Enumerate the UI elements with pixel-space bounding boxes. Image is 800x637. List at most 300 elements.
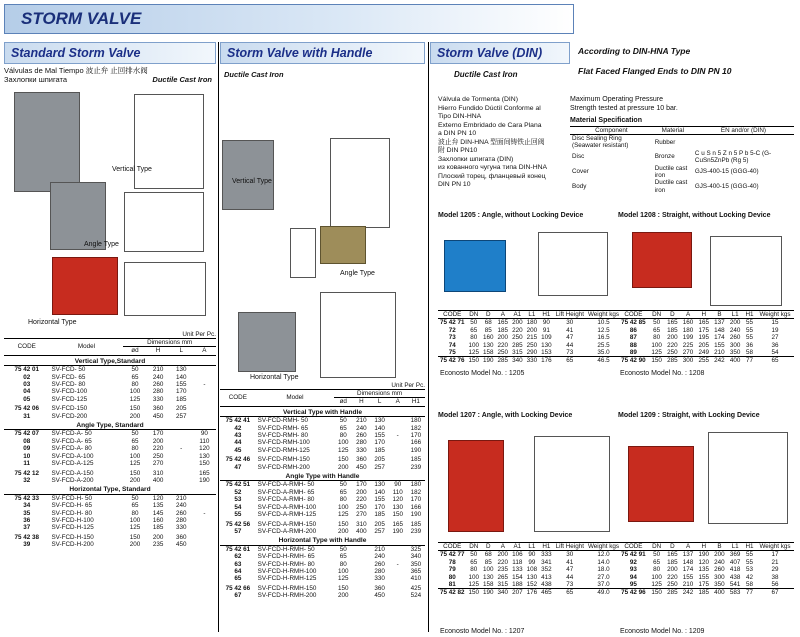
- storm-valve-din-section: [430, 42, 796, 635]
- table-cell: 75 42 51: [220, 481, 256, 489]
- model-title: Model 1209 : Straight, with Locking Device: [618, 412, 760, 419]
- column-header: Weight kgs: [587, 311, 620, 318]
- table-cell: 210: [714, 349, 725, 357]
- section-title: Horizontal Type with Handle: [278, 537, 367, 545]
- table-row: [220, 425, 425, 432]
- table-row: [4, 413, 216, 420]
- table-cell: 90: [542, 319, 550, 327]
- table-cell: 360: [374, 584, 385, 592]
- table-cell: SV-FCD-A-RMH-150: [257, 520, 317, 528]
- column-header: Lift Height: [555, 311, 584, 318]
- econosto-model-no: Econosto Model No. : 1208: [620, 370, 705, 377]
- header-row: [438, 311, 621, 319]
- table-cell: 340: [410, 553, 422, 561]
- table-cell: 240: [729, 326, 741, 334]
- table-cell: -: [396, 432, 399, 440]
- header-row: [618, 543, 794, 551]
- section-header: Storm Valve with Handle: [220, 42, 425, 64]
- table-head: [618, 543, 794, 551]
- table-cell: 19: [771, 326, 779, 334]
- table-cell: 280: [356, 439, 367, 447]
- table-cell: 249: [698, 349, 709, 357]
- table-cell: 100: [129, 452, 141, 460]
- table-cell: 270: [152, 460, 164, 468]
- table-cell: 200: [714, 551, 725, 559]
- table-cell: 200: [338, 463, 349, 471]
- table-head: [618, 311, 794, 319]
- multilingual-name: Захлопки шпигата (DIN): [438, 155, 514, 163]
- standard-storm-valve-section: [4, 42, 216, 632]
- table-cell: 180: [407, 417, 425, 425]
- caption: Vertical Type: [232, 178, 272, 185]
- table-cell: 310: [356, 520, 367, 528]
- table-row: [4, 381, 216, 388]
- table-cell: 27.0: [597, 573, 610, 581]
- table-cell: 200: [497, 551, 509, 559]
- column-header: H: [696, 543, 712, 551]
- table-cell: 88: [629, 341, 637, 349]
- table-row: [220, 456, 425, 463]
- model-title: Model 1207 : Angle, with Locking Device: [438, 412, 573, 419]
- table-cell: [170, 438, 193, 445]
- table-cell: 150: [392, 511, 403, 519]
- table-cell: 89: [629, 349, 637, 357]
- table-cell: 05: [23, 395, 31, 403]
- table-cell: 77: [743, 357, 756, 365]
- table-cell: 125: [468, 581, 480, 589]
- table-cell: 240: [356, 424, 367, 432]
- table-row: [438, 327, 621, 334]
- econosto-model-no: Econosto Model No. : 1205: [440, 370, 525, 377]
- table-cell: 425: [410, 584, 422, 592]
- table-cell: 285: [665, 357, 681, 365]
- table-cell: 12.0: [597, 551, 610, 559]
- table-cell: 91: [542, 326, 550, 334]
- table-cell: 240: [374, 553, 385, 561]
- table-cell: 75 42 41: [220, 417, 256, 425]
- table-cell: 65: [653, 558, 661, 566]
- table-cell: 185: [410, 456, 422, 464]
- table-cell: 210: [371, 545, 389, 553]
- table-cell: 65: [339, 488, 347, 496]
- table-cell: 250: [356, 503, 367, 511]
- table-cell: 200: [129, 476, 141, 484]
- table-cell: Body: [572, 183, 587, 191]
- table-cell: 133: [512, 566, 523, 574]
- valve-photo-angle: [50, 182, 106, 250]
- table-cell: 87: [629, 334, 637, 342]
- table-cell: 73: [566, 349, 574, 357]
- table-cell: 93: [629, 566, 637, 574]
- section-title-row: [220, 471, 425, 481]
- table-cell: 260: [729, 334, 741, 342]
- unit-label: Unit Per Pc.: [182, 331, 216, 338]
- column-header: D: [481, 311, 496, 319]
- table-cell: 413: [541, 573, 552, 581]
- table-cell: SV-FCD-H- 65: [51, 502, 93, 510]
- table-cell: [193, 494, 216, 502]
- table-cell: 180: [526, 319, 538, 327]
- multilingual-name: Válvulas de Mal Tiempo 波止弁 止回排水阀: [4, 66, 148, 75]
- table-cell: 65: [756, 357, 794, 365]
- caption: Horizontal Type: [250, 374, 299, 381]
- table-cell: 15: [771, 319, 779, 327]
- model-1209-block: [618, 412, 794, 635]
- table-row: [618, 334, 794, 341]
- multilingual-name: из кованного чугуна типа DIN-HNA: [438, 164, 548, 171]
- table-cell: 41: [566, 558, 574, 566]
- table-row: [438, 574, 621, 581]
- table-cell: 325: [407, 545, 425, 553]
- table-cell: 450: [356, 463, 367, 471]
- table-row: [220, 528, 425, 535]
- multilingual-name: 附 DIN PN10: [438, 147, 478, 154]
- table-cell: 90: [389, 481, 407, 489]
- table-row: [4, 405, 216, 412]
- table-cell: 352: [541, 566, 552, 574]
- table-cell: 200: [512, 319, 523, 327]
- table-cell: -: [203, 509, 206, 517]
- table-cell: [389, 447, 407, 456]
- table-cell: 257: [374, 527, 385, 535]
- table-cell: 80: [653, 566, 661, 574]
- table-cell: 182: [410, 488, 422, 496]
- page-title-bar: [4, 4, 574, 34]
- table-cell: 239: [410, 463, 422, 471]
- table-row: [570, 179, 794, 194]
- table-cell: 220: [497, 558, 509, 566]
- table-cell: 165: [392, 520, 403, 528]
- valve-photo-vertical: [14, 92, 80, 192]
- table-cell: 160: [483, 334, 494, 342]
- table-cell: 36: [23, 516, 31, 524]
- table-cell: 130: [371, 417, 389, 425]
- table-cell: [389, 592, 407, 599]
- table-body: [438, 551, 621, 597]
- table-row: [438, 334, 621, 341]
- table-cell: 205: [175, 405, 187, 413]
- table-cell: 300: [714, 573, 725, 581]
- table-cell: [193, 517, 216, 524]
- dimension-drawing: [538, 232, 608, 296]
- table-cell: 100: [338, 567, 349, 575]
- table-cell: 310: [152, 469, 164, 477]
- table-cell: 10: [23, 452, 31, 460]
- table-row: [4, 517, 216, 524]
- table-cell: 09: [23, 445, 31, 453]
- table-cell: 85: [484, 326, 492, 334]
- table-row: [4, 396, 216, 405]
- column-header: H1: [407, 398, 425, 406]
- table-cell: 365: [410, 567, 422, 575]
- pressure-text: Strength tested at pressure 10 bar.: [570, 104, 678, 112]
- table-cell: 63: [234, 560, 242, 568]
- table-cell: SV-FCD-125: [51, 395, 88, 403]
- table-cell: 185: [410, 520, 422, 528]
- table-cell: 74: [448, 341, 456, 349]
- table-cell: 100: [129, 516, 141, 524]
- table-cell: 450: [152, 412, 164, 420]
- table-cell: 207: [512, 589, 523, 597]
- table-cell: 21: [771, 558, 779, 566]
- table-cell: 90: [528, 551, 536, 559]
- table-cell: [352, 568, 370, 575]
- table-row: [618, 574, 794, 581]
- table-cell: 333: [541, 551, 552, 559]
- column-header: B: [712, 543, 728, 551]
- table-cell: 80: [470, 334, 478, 342]
- table-cell: 73: [448, 334, 456, 342]
- table-row: [4, 510, 216, 517]
- table-cell: 150: [338, 520, 349, 528]
- table-cell: 53: [745, 566, 753, 574]
- table-cell: [693, 134, 794, 149]
- table-cell: 75 42 56: [225, 520, 251, 528]
- table-cell: Rubber: [654, 138, 676, 146]
- table-cell: 250: [526, 341, 538, 349]
- table-cell: 220: [152, 445, 164, 453]
- table-cell: 35.0: [597, 349, 610, 357]
- table-cell: 25.5: [597, 341, 610, 349]
- multilingual-name: DIN PN 10: [438, 181, 471, 188]
- model-title: Model 1208 : Straight, without Locking Device: [618, 212, 771, 219]
- column-header: D: [665, 543, 681, 551]
- material-label: Ductile Cast Iron: [152, 75, 212, 84]
- table-cell: 65: [131, 502, 139, 510]
- column-header: A1: [510, 311, 525, 319]
- table-cell: [193, 541, 216, 548]
- table-cell: 153: [541, 349, 552, 357]
- table-cell: 205: [374, 456, 385, 464]
- column-header: CODE: [618, 311, 649, 319]
- table-cell: [352, 545, 370, 553]
- table-cell: 330: [175, 524, 187, 532]
- table-cell: 130: [526, 573, 538, 581]
- table-cell: 100: [468, 573, 480, 581]
- table-cell: 38: [771, 573, 779, 581]
- table-cell: 56: [771, 581, 779, 589]
- section-header: Standard Storm Valve: [4, 42, 216, 64]
- table-cell: 64: [234, 567, 242, 575]
- table-cell: 185: [667, 326, 678, 334]
- dimension-drawing: [708, 432, 788, 524]
- column-header: CODE: [618, 543, 649, 551]
- table-cell: 81: [448, 581, 456, 589]
- table-cell: 150: [649, 589, 665, 597]
- table-cell: 155: [714, 341, 725, 349]
- table-cell: -: [396, 560, 399, 568]
- multilingual-name: Плоский торец, фланцевый конец: [438, 172, 546, 180]
- table-cell: 175: [698, 326, 709, 334]
- table-cell: 340: [512, 357, 523, 365]
- table-row: [4, 374, 216, 381]
- table-cell: 137: [682, 551, 694, 559]
- column-header: DN: [649, 311, 665, 319]
- table-cell: 239: [410, 527, 422, 535]
- model-1207-block: [438, 412, 620, 635]
- material-label: Ductile Cast Iron: [224, 70, 284, 79]
- table-cell: 190: [199, 476, 210, 484]
- table-cell: 210: [170, 494, 193, 502]
- dimension-drawing: [320, 292, 396, 378]
- column-divider: [218, 42, 219, 632]
- table-cell: 75 42 61: [220, 545, 256, 553]
- column-header: ød: [123, 347, 146, 355]
- table-row: [570, 134, 794, 149]
- column-header: Model: [256, 390, 335, 407]
- table-head: [438, 543, 621, 551]
- table-cell: 120: [199, 445, 210, 453]
- table-row: [220, 521, 425, 528]
- table-cell: SV-FCD-H-RMH-100: [257, 567, 317, 575]
- table-row: [438, 589, 621, 597]
- table-cell: 150: [338, 456, 349, 464]
- table-cell: 438: [729, 573, 741, 581]
- table-row: [438, 551, 621, 559]
- spec-table-block: [4, 331, 216, 549]
- table-cell: 65: [653, 326, 661, 334]
- table-cell: 75 42 66: [225, 584, 251, 592]
- table-cell: SV-FCD-A-150: [51, 469, 94, 477]
- table-cell: 50: [470, 319, 478, 327]
- section-title-row: [220, 406, 425, 416]
- table-cell: 174: [682, 566, 694, 574]
- table-cell: 220: [667, 341, 678, 349]
- table-cell: 285: [665, 589, 681, 597]
- table-cell: 50: [334, 545, 352, 553]
- table-row: [220, 568, 425, 575]
- table-cell: 465: [541, 589, 552, 597]
- table-cell: 300: [729, 341, 741, 349]
- table-cell: 92: [629, 558, 637, 566]
- table-cell: 165: [698, 319, 709, 327]
- caption: Angle Type: [84, 241, 119, 248]
- table-cell: 137: [714, 319, 725, 327]
- table-cell: 55: [234, 511, 242, 519]
- table-cell: 65: [470, 326, 478, 334]
- table-cell: 41: [566, 326, 574, 334]
- table-cell: 150: [649, 357, 665, 365]
- table-cell: 32: [23, 476, 31, 484]
- table-cell: 125: [468, 349, 480, 357]
- multilingual-name: Válvula de Tormenta (DIN): [438, 96, 518, 103]
- table-row: [438, 319, 621, 327]
- column-header: L: [170, 347, 193, 355]
- table-cell: 50: [653, 551, 661, 559]
- table-cell: SV-FCD-H-RMH- 80: [257, 560, 315, 568]
- table-cell: 77: [743, 589, 756, 597]
- table-cell: 330: [356, 446, 367, 454]
- table-row: [618, 342, 794, 349]
- column-header: H1: [743, 311, 756, 319]
- table-cell: 100: [483, 566, 494, 574]
- table-cell: GJS-400-15 (GGG-40): [694, 168, 759, 176]
- table-cell: 199: [682, 334, 694, 342]
- column-header: L1: [525, 543, 540, 551]
- table-cell: 400: [152, 476, 164, 484]
- column-header: Weight kgs: [756, 311, 794, 319]
- column-header: CODE: [4, 339, 49, 356]
- table-cell: 170: [410, 432, 422, 440]
- table-cell: 65: [470, 558, 478, 566]
- valve-photo-1208: [632, 232, 692, 288]
- dimension-drawing: [124, 262, 206, 316]
- table-cell: 75 42 85: [621, 319, 646, 327]
- table-cell: [352, 592, 370, 599]
- table-cell: 220: [512, 326, 523, 334]
- table-cell: 350: [410, 560, 422, 568]
- table-cell: 100: [651, 341, 662, 349]
- table-cell: 108: [526, 566, 538, 574]
- table-row: [4, 494, 216, 502]
- column-header: Dimensions mm: [334, 390, 425, 398]
- caption: Horizontal Type: [28, 319, 77, 326]
- table-cell: 80: [653, 334, 661, 342]
- table-cell: 400: [356, 527, 367, 535]
- table-cell: 125: [651, 581, 662, 589]
- table-cell: 165: [497, 319, 509, 327]
- table-cell: 130: [541, 341, 552, 349]
- table-cell: 50: [123, 430, 146, 438]
- table-cell: 400: [727, 357, 743, 365]
- table-cell: 270: [356, 511, 367, 519]
- table-cell: 260: [356, 432, 367, 440]
- table-cell: SV-FCD-A-RMH- 80: [257, 496, 315, 504]
- table-cell: 165: [667, 319, 678, 327]
- table-row: [4, 477, 216, 484]
- table-cell: 100: [338, 503, 349, 511]
- table-cell: 110: [199, 437, 210, 445]
- table-cell: 106: [512, 551, 523, 559]
- table-cell: SV-FCD-H-RMH-150: [257, 584, 317, 592]
- table-cell: SV-FCD-RMH- 50: [256, 417, 335, 425]
- table-cell: 280: [374, 567, 385, 575]
- table-cell: 185: [497, 326, 509, 334]
- table-row: [4, 438, 216, 445]
- dimension-drawing: [710, 236, 782, 306]
- model-1208-block: [618, 212, 794, 377]
- table-cell: 50: [123, 494, 146, 502]
- table-cell: 49.0: [586, 589, 621, 597]
- table-cell: 148: [682, 558, 694, 566]
- table-cell: [389, 425, 407, 432]
- table-cell: 583: [727, 589, 743, 597]
- table-cell: SV-FCD-H-RMH- 65: [257, 553, 315, 561]
- table-cell: 57: [234, 527, 242, 535]
- table-cell: 37: [23, 524, 31, 532]
- table-cell: 44: [566, 341, 574, 349]
- multilingual-name: Externo Embridado de Cara Plana: [438, 121, 542, 129]
- table-cell: SV-FCD-A-RMH- 50: [256, 481, 335, 489]
- section-title-row: [4, 484, 216, 494]
- table-cell: 350: [714, 581, 725, 589]
- table-cell: 27: [771, 334, 779, 342]
- table-cell: SV-FCD-H- 50: [49, 494, 123, 502]
- table-cell: 120: [698, 558, 709, 566]
- table-cell: 210: [352, 417, 370, 425]
- table-cell: 210: [147, 366, 170, 374]
- table-cell: 369: [729, 551, 741, 559]
- econosto-model-no: Econosto Model No. : 1207: [440, 628, 525, 635]
- table-cell: 250: [497, 349, 509, 357]
- table-cell: 11: [23, 460, 31, 468]
- table-cell: [389, 456, 407, 463]
- table-cell: 43: [234, 432, 242, 440]
- table-cell: SV-FCD-H-RMH- 50: [256, 545, 335, 553]
- section-title-row: [4, 420, 216, 430]
- table-cell: 130: [483, 573, 494, 581]
- table-cell: SV-FCD-H-100: [51, 516, 94, 524]
